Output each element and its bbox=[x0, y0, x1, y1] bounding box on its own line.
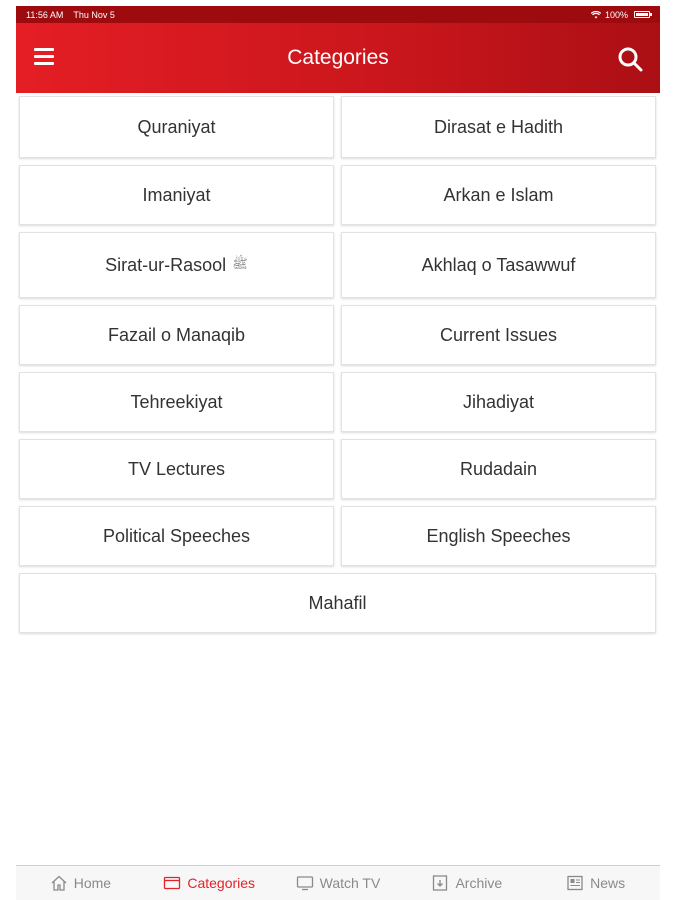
category-label: TV Lectures bbox=[127, 458, 226, 479]
category-imaniyat[interactable] bbox=[19, 165, 334, 225]
category-political-speeches[interactable] bbox=[19, 506, 334, 566]
app-frame bbox=[16, 6, 660, 900]
category-label: Akhlaq o Tasawwuf bbox=[421, 254, 576, 275]
category-grid bbox=[19, 96, 659, 640]
battery-percent: 100% bbox=[604, 9, 628, 20]
tab-label: News bbox=[590, 875, 626, 891]
category-label: Political Speeches bbox=[102, 525, 251, 546]
tab-home[interactable] bbox=[16, 874, 145, 892]
search-icon[interactable] bbox=[616, 45, 644, 73]
category-label: Fazail o Manaqib bbox=[107, 324, 246, 345]
archive-icon bbox=[431, 874, 449, 892]
category-label: Tehreekiyat bbox=[130, 391, 223, 412]
tab-label: Categories bbox=[187, 875, 256, 891]
battery-icon bbox=[634, 11, 650, 18]
category-label: Arkan e Islam bbox=[443, 184, 554, 205]
tab-archive[interactable] bbox=[402, 874, 531, 892]
category-arkan-e-islam[interactable] bbox=[341, 165, 656, 225]
category-jihadiyat[interactable] bbox=[341, 372, 656, 432]
wifi-icon bbox=[591, 11, 601, 19]
folder-icon bbox=[163, 874, 181, 892]
status-bar bbox=[16, 6, 660, 23]
page-title: Categories bbox=[287, 46, 389, 69]
home-icon bbox=[50, 874, 68, 892]
status-date: Thu Nov 5 bbox=[73, 9, 115, 20]
bottom-tab-bar bbox=[16, 865, 660, 900]
tab-label: Home bbox=[73, 875, 112, 891]
tab-label: Watch TV bbox=[319, 875, 381, 891]
salawat-glyph: ﷺ bbox=[232, 255, 248, 271]
category-tehreekiyat[interactable] bbox=[19, 372, 334, 432]
tv-icon bbox=[296, 874, 314, 892]
category-sirat-ur-rasool[interactable] bbox=[19, 232, 334, 298]
category-current-issues[interactable] bbox=[341, 305, 656, 365]
tab-label: Archive bbox=[455, 875, 503, 891]
status-time: 11:56 AM bbox=[26, 9, 64, 20]
category-mahafil[interactable] bbox=[19, 573, 656, 633]
category-dirasat-e-hadith[interactable] bbox=[341, 96, 656, 158]
category-label: Jihadiyat bbox=[462, 391, 535, 412]
tab-watch-tv[interactable] bbox=[274, 874, 403, 892]
category-akhlaq-o-tasawwuf[interactable] bbox=[341, 232, 656, 298]
category-tv-lectures[interactable] bbox=[19, 439, 334, 499]
tab-categories[interactable] bbox=[145, 874, 274, 892]
news-icon bbox=[566, 874, 584, 892]
app-header bbox=[16, 23, 660, 93]
category-label: Quraniyat bbox=[137, 116, 216, 137]
category-label: Sirat-ur-Rasool bbox=[105, 254, 227, 275]
category-label: English Speeches bbox=[426, 525, 571, 546]
category-english-speeches[interactable] bbox=[341, 506, 656, 566]
category-label: Mahafil bbox=[308, 592, 367, 613]
category-label: Current Issues bbox=[439, 324, 558, 345]
category-quraniyat[interactable] bbox=[19, 96, 334, 158]
category-label: Rudadain bbox=[459, 458, 538, 479]
category-fazail-o-manaqib[interactable] bbox=[19, 305, 334, 365]
tab-news[interactable] bbox=[531, 874, 660, 892]
category-label: Imaniyat bbox=[142, 184, 211, 205]
hamburger-icon[interactable] bbox=[34, 48, 54, 66]
category-label: Dirasat e Hadith bbox=[433, 116, 564, 137]
category-rudadain[interactable] bbox=[341, 439, 656, 499]
